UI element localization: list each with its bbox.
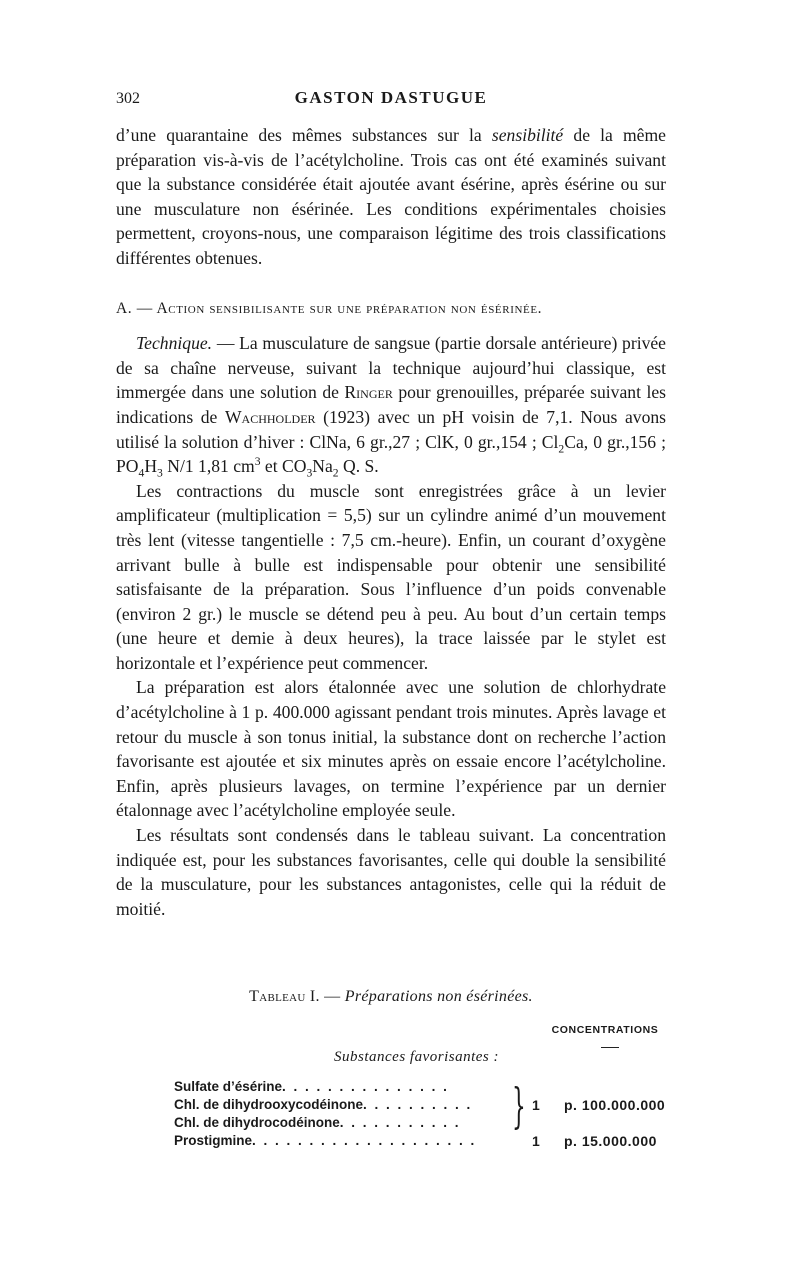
table-caption-label: Tableau I. (249, 988, 320, 1005)
table-subheading: Substances favorisantes : (334, 1049, 499, 1065)
paragraph-calibration: La préparation est alors étalonnée avec une solution de chlorhydrate d’acétylcholine à 1 p. 400.000 agissant pendant trois minutes. Après lavage et retour du muscle à son tonus initial, la substance dont on recherche l’action favorisante est ajoutée et six minutes après on essaie encore l’acétylcholine. Enfin, après plusieurs lavages, on termine l’expérience par un dernier étalonnage avec l’acétylcholine employée seule. (116, 677, 666, 821)
table-row (174, 1115, 524, 1133)
intro-paragraph (116, 123, 666, 271)
author-wachholder: Wachholder (224, 406, 316, 427)
subscript: 2 (332, 466, 339, 480)
table-caption-title: Préparations non ésérinées. (344, 988, 533, 1005)
prostigmine-multiplier: 1 (532, 1133, 540, 1149)
group-concentration: p. 100.000.000 (564, 1097, 666, 1113)
substance-name: Sulfate d’ésérine (174, 1079, 283, 1094)
body-text (116, 123, 666, 921)
page-number: 302 (116, 90, 140, 107)
table-caption-separator: — (319, 988, 345, 1005)
page-header (116, 86, 666, 110)
table-row (174, 1097, 524, 1115)
table-row (174, 1133, 524, 1151)
section-heading: A. — Action sensibilisante sur une préparation non ésérinée. (116, 299, 543, 317)
technique-text-6: N/1 1,81 cm (162, 456, 255, 477)
subscript: 3 (306, 466, 313, 480)
paragraph-results: Les résultats sont condensés dans le tableau suivant. La concentration indiquée est, pour les substances favorisantes, celle qui double la sensibilité de la musculature, pour les substances antagonistes, celle qui la réduit de moitié. (116, 825, 666, 919)
technique-text-5: H (144, 456, 158, 477)
intro-emphasis: sensibilité (491, 125, 564, 145)
intro-text-2: de la même préparation vis-à-vis de l’acétylcholine. Trois cas ont été examinés suivant que la substance considérée était ajoutée avant ésérine, après ésérine ou sur une musculature non ésérinée. Les conditions expérimentales choisies permettent, croyons-nous, une comparaison légitime des trois classifications différentes obtenues. (116, 125, 666, 268)
leader-dots: . . . . . . . . . . (363, 1097, 473, 1112)
technique-text-1: — La musculature de sangsue (partie dorsale antérieure) privée de sa chaîne nerveuse, suivant la technique aujourd’hui classique, est immergée dans une solution de (116, 333, 666, 403)
table-caption (116, 988, 666, 1006)
paragraph-contractions: Les contractions du muscle sont enregistrées grâce à un levier amplificateur (multiplication = 5,5) sur un cylindre animé d’un mouvement très lent (vitesse tangentielle : 7,5 cm.-heure). Enfin, un courant d’oxygène arrivant bulle à bulle est indispensable pour obtenir une sensibilité satisfaisante de la préparation. Sous l’influence d’un poids convenable (environ 2 gr.) le muscle se détend peu à peu. Au bout d’un certain temps (une heure et demie à deux heures), la trace laissée par le stylet est horizontale et l’expérience peut commencer. (116, 480, 666, 673)
superscript: 3 (254, 455, 261, 469)
group-multiplier: 1 (532, 1097, 540, 1113)
author-ringer: Ringer (344, 382, 393, 403)
technique-text-3: (1923) avec un pH voisin de 7,1. Nous avons utilisé la solution d’hiver : ClNa, 6 gr.,27 ; ClK, 0 gr.,154 ; Cl (116, 406, 667, 452)
technique-text-8: Na (312, 456, 333, 477)
leader-dots: . . . . . . . . . . . (339, 1115, 461, 1130)
technique-text-7: et CO (260, 456, 307, 477)
substance-name: Prostigmine (174, 1133, 253, 1148)
concentrations-header: CONCENTRATIONS (551, 1024, 659, 1036)
substance-name: Chl. de dihydrooxycodéinone (174, 1097, 364, 1112)
technique-text-4: Ca, 0 gr.,156 ; PO (116, 431, 666, 477)
technique-label: Technique. (136, 333, 213, 354)
subscript: 3 (157, 466, 163, 480)
subscript: 2 (558, 442, 565, 456)
prostigmine-concentration: p. 15.000.000 (564, 1133, 657, 1149)
grouping-brace: } (512, 1078, 526, 1134)
leader-dots: . . . . . . . . . . . . . . . . . . . . (252, 1133, 477, 1148)
technique-text-9: Q. S. (338, 456, 379, 477)
substance-name: Chl. de dihydrocodéinone (174, 1115, 340, 1130)
table-row (174, 1079, 524, 1097)
concentrations-rule (601, 1047, 619, 1048)
leader-dots: . . . . . . . . . . . . . . . (282, 1079, 449, 1094)
technique-text-2: pour grenouilles, préparée suivant les indications de (116, 382, 666, 427)
intro-text-1: d’une quarantaine des mêmes substances sur la (116, 125, 492, 145)
technique-paragraph (116, 331, 666, 479)
subscript: 4 (138, 466, 145, 480)
running-head: GASTON DASTUGUE (294, 88, 488, 107)
